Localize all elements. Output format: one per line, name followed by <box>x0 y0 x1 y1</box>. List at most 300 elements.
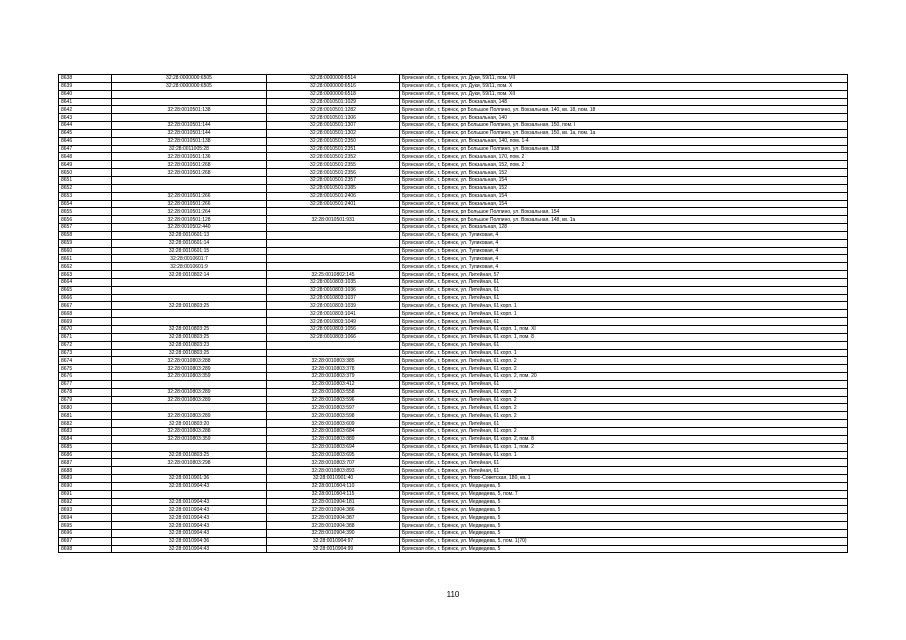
address-cell: Брянская обл., г. Брянск, ул. Медведева, 5 <box>400 529 848 537</box>
table-row <box>59 435 848 443</box>
table-row <box>59 231 848 239</box>
cadastral-number-cell: 32:28:0010803:889 <box>267 435 400 443</box>
table-row <box>59 161 848 169</box>
parent-cadastral-number-cell: 32:28:0010803:25 <box>112 349 267 357</box>
table-row <box>59 216 848 224</box>
parent-cadastral-number-cell: 32:28:0010803:289 <box>112 396 267 404</box>
parent-cadastral-number-cell: 32:28:0010803:289 <box>112 388 267 396</box>
parent-cadastral-number-cell: 32:28:0010904:43 <box>112 506 267 514</box>
parent-cadastral-number-cell: 32:28:0010803:289 <box>112 365 267 373</box>
row-number-cell: 8669 <box>59 318 112 326</box>
table-row <box>59 176 848 184</box>
cadastral-number-cell <box>267 255 400 263</box>
row-number-cell: 8694 <box>59 514 112 522</box>
table-row <box>59 278 848 286</box>
table-row <box>59 396 848 404</box>
address-cell: Брянская обл., г. Брянск, ул. Медведева, 5, пом. 7 <box>400 490 848 498</box>
row-number-cell: 8691 <box>59 490 112 498</box>
cadastral-number-cell: 32:28:0010803:1056 <box>267 326 400 334</box>
table-row <box>59 263 848 271</box>
address-cell: Брянская обл., г. Брянск, ул. Вокзальная, 154 <box>400 176 848 184</box>
cadastral-number-cell: 32:28:0010501:2357 <box>267 176 400 184</box>
row-number-cell: 8682 <box>59 420 112 428</box>
row-number-cell: 8673 <box>59 349 112 357</box>
parent-cadastral-number-cell: 32:28:0010601:9 <box>112 263 267 271</box>
cadastral-number-cell <box>267 263 400 271</box>
cadastral-number-cell: 32:28:0010803:609 <box>267 420 400 428</box>
cadastral-number-cell: 32:28:0010501:2406 <box>267 192 400 200</box>
parent-cadastral-number-cell: 32:28:0010501:136 <box>112 153 267 161</box>
address-cell: Брянская обл., г. Брянск, ул. Тупиковая, 4 <box>400 255 848 263</box>
parent-cadastral-number-cell <box>112 467 267 475</box>
cadastral-number-cell: 32:28:0010803:893 <box>267 467 400 475</box>
cadastral-number-cell: 32:28:0010803:707 <box>267 459 400 467</box>
cadastral-number-cell: 32:28:0010501:1282 <box>267 106 400 114</box>
row-number-cell: 8639 <box>59 82 112 90</box>
cadastral-number-cell <box>267 208 400 216</box>
row-number-cell: 8684 <box>59 435 112 443</box>
table-row <box>59 75 848 83</box>
table-row <box>59 129 848 137</box>
row-number-cell: 8660 <box>59 247 112 255</box>
cadastral-number-cell: 32:28:0010803:412 <box>267 380 400 388</box>
table-row <box>59 247 848 255</box>
parent-cadastral-number-cell: 32:28:0010904:43 <box>112 498 267 506</box>
row-number-cell: 8695 <box>59 522 112 530</box>
row-number-cell: 8649 <box>59 161 112 169</box>
address-cell: Брянская обл., г. Брянск, ул. Литейная, 61 корп. 1 <box>400 302 848 310</box>
cadastral-number-cell: 32:28:0010901:40 <box>267 475 400 483</box>
parent-cadastral-number-cell <box>112 184 267 192</box>
address-cell: Брянская обл., г. Брянск, ул. Литейная, 61 корп. 2, пом. 8 <box>400 435 848 443</box>
address-cell: Брянская обл., г. Брянск, ул. Вокзальная, 148 <box>400 98 848 106</box>
cadastral-number-cell: 32:28:0010501:2385 <box>267 184 400 192</box>
parent-cadastral-number-cell: 32:28:0010803:359 <box>112 373 267 381</box>
address-cell: Брянская обл., г. Брянск, ул. Вокзальная, 140 <box>400 114 848 122</box>
parent-cadastral-number-cell <box>112 114 267 122</box>
cadastral-number-cell: 32:28:0010501:2356 <box>267 169 400 177</box>
cadastral-number-cell: 32:28:0010904:386 <box>267 506 400 514</box>
table-row <box>59 482 848 490</box>
parent-cadastral-number-cell: 32:28:0010904:43 <box>112 482 267 490</box>
parent-cadastral-number-cell: 32:28:0010803:25 <box>112 302 267 310</box>
parent-cadastral-number-cell <box>112 176 267 184</box>
parent-cadastral-number-cell: 32:28:0000000:6505 <box>112 82 267 90</box>
table-row <box>59 427 848 435</box>
address-cell: Брянская обл., г. Брянск, ул. Литейная, 61 корп. 1, пом. 2 <box>400 443 848 451</box>
address-cell: Брянская обл., г. Брянск, ул. Литейная, 61 корп. 2 <box>400 357 848 365</box>
table-row <box>59 451 848 459</box>
row-number-cell: 8646 <box>59 137 112 145</box>
parent-cadastral-number-cell: 32:28:0010501:268 <box>112 161 267 169</box>
row-number-cell: 8650 <box>59 169 112 177</box>
table-row <box>59 420 848 428</box>
row-number-cell: 8690 <box>59 482 112 490</box>
table-row <box>59 522 848 530</box>
parent-cadastral-number-cell: 32:28:0010904:36 <box>112 537 267 545</box>
parent-cadastral-number-cell: 32:28:0010803:23 <box>112 341 267 349</box>
address-cell: Брянская обл., г. Брянск, рп Большое Полпино, ул. Вокзальная, 140, кв. 18, пом. 18 <box>400 106 848 114</box>
parent-cadastral-number-cell: 32:28:0010601:14 <box>112 239 267 247</box>
row-number-cell: 8672 <box>59 341 112 349</box>
table-row <box>59 545 848 553</box>
cadastral-number-cell: 32:28:0010803:558 <box>267 388 400 396</box>
address-cell: Брянская обл., г. Брянск, ул. Литейная, 61 корп. 2 <box>400 412 848 420</box>
table-row <box>59 184 848 192</box>
parent-cadastral-number-cell: 32:28:0010904:43 <box>112 529 267 537</box>
row-number-cell: 8683 <box>59 427 112 435</box>
table-row <box>59 373 848 381</box>
table-row <box>59 271 848 279</box>
address-cell: Брянская обл., г. Брянск, ул. Вокзальная, 154 <box>400 192 848 200</box>
parent-cadastral-number-cell: 32:28:0010803:288 <box>112 427 267 435</box>
cadastral-number-cell: 32:28:0010803:597 <box>267 404 400 412</box>
address-cell: Брянская обл., г. Брянск, рп Большое Полпино, ул. Вокзальная, 150, пом. I <box>400 122 848 130</box>
row-number-cell: 8693 <box>59 506 112 514</box>
row-number-cell: 8688 <box>59 467 112 475</box>
address-cell: Брянская обл., г. Брянск, ул. Вокзальная, 170, пом. 2 <box>400 153 848 161</box>
address-cell: Брянская обл., г. Брянск, ул. Литейная, 61 корп. 1 <box>400 451 848 459</box>
parent-cadastral-number-cell: 32:28:0010601:7 <box>112 255 267 263</box>
address-cell: Брянская обл., г. Брянск, ул. Литейная, 61 <box>400 341 848 349</box>
row-number-cell: 8698 <box>59 545 112 553</box>
row-number-cell: 8689 <box>59 475 112 483</box>
table-row <box>59 467 848 475</box>
address-cell: Брянская обл., г. Брянск, ул. Тупиковая, 4 <box>400 231 848 239</box>
parent-cadastral-number-cell: 32:28:0011005:28 <box>112 145 267 153</box>
address-cell: Брянская обл., г. Брянск, ул. Литейная, 61 корп. 1 <box>400 310 848 318</box>
row-number-cell: 8648 <box>59 153 112 161</box>
row-number-cell: 8681 <box>59 412 112 420</box>
table-row <box>59 98 848 106</box>
row-number-cell: 8647 <box>59 145 112 153</box>
row-number-cell: 8645 <box>59 129 112 137</box>
cadastral-number-cell: 32:28:0010501:2350 <box>267 137 400 145</box>
address-cell: Брянская обл., г. Брянск, ул. Тупиковая, 4 <box>400 239 848 247</box>
address-cell: Брянская обл., г. Брянск, ул. Литейная, 61 корп. 1, пом. 8 <box>400 333 848 341</box>
row-number-cell: 8674 <box>59 357 112 365</box>
parent-cadastral-number-cell: 32:28:0010601:13 <box>112 231 267 239</box>
address-cell: Брянская обл., г. Брянск, ул. Литейная, 61 корп. 2 <box>400 365 848 373</box>
property-register-table <box>58 74 848 553</box>
table-row <box>59 200 848 208</box>
cadastral-number-cell: 32:28:0010803:596 <box>267 396 400 404</box>
register-table-body <box>59 75 848 553</box>
table-row <box>59 145 848 153</box>
row-number-cell: 8676 <box>59 373 112 381</box>
parent-cadastral-number-cell <box>112 443 267 451</box>
cadastral-number-cell: 32:28:0010904:388 <box>267 522 400 530</box>
cadastral-number-cell <box>267 247 400 255</box>
table-row <box>59 122 848 130</box>
parent-cadastral-number-cell: 32:28:0010803:289 <box>112 412 267 420</box>
cadastral-number-cell: 32:28:0010803:694 <box>267 443 400 451</box>
address-cell: Брянская обл., г. Брянск, рп Большое Полпино, ул. Вокзальная, 148, кв. 1а <box>400 216 848 224</box>
table-row <box>59 169 848 177</box>
cadastral-number-cell: 32:28:0010803:598 <box>267 412 400 420</box>
parent-cadastral-number-cell: 32:28:0010803:359 <box>112 435 267 443</box>
row-number-cell: 8652 <box>59 184 112 192</box>
cadastral-number-cell: 32:28:0010501:1302 <box>267 129 400 137</box>
parent-cadastral-number-cell: 32:28:0010501:144 <box>112 129 267 137</box>
address-cell: Брянская обл., г. Брянск, рп Большое Полпино, ул. Вокзальная, 150, кв. 1а, пом. 1а <box>400 129 848 137</box>
row-number-cell: 8670 <box>59 326 112 334</box>
cadastral-number-cell: 32:28:0010501:1307 <box>267 122 400 130</box>
table-row <box>59 114 848 122</box>
row-number-cell: 8659 <box>59 239 112 247</box>
address-cell: Брянская обл., г. Брянск, ул. Медведева, 5 <box>400 482 848 490</box>
parent-cadastral-number-cell <box>112 380 267 388</box>
row-number-cell: 8663 <box>59 271 112 279</box>
cadastral-number-cell: 32:28:0010803:378 <box>267 365 400 373</box>
table-row <box>59 326 848 334</box>
address-cell: Брянская обл., г. Брянск, ул. Литейная, 61 корп. 2, пом. 20 <box>400 373 848 381</box>
parent-cadastral-number-cell <box>112 294 267 302</box>
cadastral-number-cell: 32:28:0010803:684 <box>267 427 400 435</box>
parent-cadastral-number-cell: 32:28:0010501:138 <box>112 137 267 145</box>
table-row <box>59 490 848 498</box>
table-row <box>59 514 848 522</box>
table-row <box>59 412 848 420</box>
row-number-cell: 8644 <box>59 122 112 130</box>
cadastral-number-cell: 32:28:0000000:6516 <box>267 82 400 90</box>
row-number-cell: 8668 <box>59 310 112 318</box>
address-cell: Брянская обл., г. Брянск, ул. Вокзальная, 154 <box>400 200 848 208</box>
cadastral-number-cell: 32:28:0010501:1306 <box>267 114 400 122</box>
address-cell: Брянская обл., г. Брянск, ул. Литейная, 61 корп. 2 <box>400 404 848 412</box>
cadastral-number-cell: 32:28:0010803:1035 <box>267 278 400 286</box>
table-row <box>59 388 848 396</box>
cadastral-number-cell: 32:28:0000000:6514 <box>267 75 400 83</box>
parent-cadastral-number-cell: 32:28:0010803:25 <box>112 333 267 341</box>
cadastral-number-cell: 32:28:0010904:387 <box>267 514 400 522</box>
table-row <box>59 380 848 388</box>
row-number-cell: 8641 <box>59 98 112 106</box>
table-row <box>59 192 848 200</box>
address-cell: Брянская обл., г. Брянск, ул. Литейная, 61 корп. 1 <box>400 349 848 357</box>
row-number-cell: 8643 <box>59 114 112 122</box>
row-number-cell: 8677 <box>59 380 112 388</box>
table-row <box>59 286 848 294</box>
row-number-cell: 8638 <box>59 75 112 83</box>
cadastral-number-cell: 32:28:0010803:695 <box>267 451 400 459</box>
row-number-cell: 8667 <box>59 302 112 310</box>
row-number-cell: 8675 <box>59 365 112 373</box>
cadastral-number-cell: 32:28:0010803:379 <box>267 373 400 381</box>
parent-cadastral-number-cell: 32:28:0000000:6505 <box>112 75 267 83</box>
cadastral-number-cell: 32:25:0010802:145 <box>267 271 400 279</box>
row-number-cell: 8642 <box>59 106 112 114</box>
row-number-cell: 8687 <box>59 459 112 467</box>
address-cell: Брянская обл., г. Брянск, ул. Литейная, 61 <box>400 318 848 326</box>
row-number-cell: 8655 <box>59 208 112 216</box>
parent-cadastral-number-cell: 32:28:0010803:298 <box>112 459 267 467</box>
address-cell: Брянская обл., г. Брянск, ул. Вокзальная, 140, пом. 1-4 <box>400 137 848 145</box>
cadastral-number-cell <box>267 224 400 232</box>
cadastral-number-cell: 32:28:0010904:115 <box>267 490 400 498</box>
row-number-cell: 8653 <box>59 192 112 200</box>
page-number: 110 <box>446 590 460 599</box>
table-row <box>59 255 848 263</box>
address-cell: Брянская обл., г. Брянск, ул. Литейная, 61 <box>400 380 848 388</box>
address-cell: Брянская обл., г. Брянск, ул. Дуки, 59/11, пом. VII <box>400 75 848 83</box>
row-number-cell: 8662 <box>59 263 112 271</box>
cadastral-number-cell: 32:28:0010501:2352 <box>267 153 400 161</box>
table-row <box>59 318 848 326</box>
parent-cadastral-number-cell: 32:28:0010501:138 <box>112 106 267 114</box>
row-number-cell: 8651 <box>59 176 112 184</box>
parent-cadastral-number-cell: 32:28:0010501:144 <box>112 122 267 130</box>
table-row <box>59 137 848 145</box>
cadastral-number-cell: 32:28:0010501:2351 <box>267 145 400 153</box>
parent-cadastral-number-cell: 32:28:0010501:264 <box>112 208 267 216</box>
address-cell: Брянская обл., г. Брянск, ул. Литейная, 61 корп. 2 <box>400 427 848 435</box>
address-cell: Брянская обл., г. Брянск, ул. Ново-Советская, 180, кв. 1 <box>400 475 848 483</box>
parent-cadastral-number-cell <box>112 490 267 498</box>
cadastral-number-cell: 32:28:0010904:181 <box>267 498 400 506</box>
row-number-cell: 8680 <box>59 404 112 412</box>
address-cell: Брянская обл., г. Брянск, ул. Вокзальная, 152 <box>400 184 848 192</box>
cadastral-number-cell <box>267 239 400 247</box>
cadastral-number-cell: 32:28:0010904:99 <box>267 545 400 553</box>
row-number-cell: 8666 <box>59 294 112 302</box>
row-number-cell: 8679 <box>59 396 112 404</box>
address-cell: Брянская обл., г. Брянск, ул. Литейная, 57 <box>400 271 848 279</box>
table-row <box>59 498 848 506</box>
row-number-cell: 8686 <box>59 451 112 459</box>
table-row <box>59 404 848 412</box>
parent-cadastral-number-cell: 32:28:0010501:268 <box>112 169 267 177</box>
address-cell: Брянская обл., г. Брянск, рп Большое Полпино, ул. Вокзальная, 138 <box>400 145 848 153</box>
address-cell: Брянская обл., г. Брянск, ул. Литейная, 61 <box>400 294 848 302</box>
parent-cadastral-number-cell: 32:28:0010501:266 <box>112 192 267 200</box>
cadastral-number-cell <box>267 349 400 357</box>
parent-cadastral-number-cell: 32:28:0010904:43 <box>112 514 267 522</box>
table-row <box>59 224 848 232</box>
address-cell: Брянская обл., г. Брянск, рп Большое Полпино, ул. Вокзальная, 154 <box>400 208 848 216</box>
parent-cadastral-number-cell: 32:28:0010803:25 <box>112 451 267 459</box>
address-cell: Брянская обл., г. Брянск, ул. Литейная, 61 <box>400 278 848 286</box>
row-number-cell: 8640 <box>59 90 112 98</box>
address-cell: Брянская обл., г. Брянск, ул. Литейная, 61 корп. 2 <box>400 396 848 404</box>
address-cell: Брянская обл., г. Брянск, ул. Тупиковая, 4 <box>400 263 848 271</box>
table-row <box>59 341 848 349</box>
address-cell: Брянская обл., г. Брянск, ул. Медведева, 5 <box>400 506 848 514</box>
parent-cadastral-number-cell: 32:28:0010904:43 <box>112 545 267 553</box>
cadastral-number-cell: 32:28:0010803:1036 <box>267 286 400 294</box>
parent-cadastral-number-cell: 32:28:0010501:128 <box>112 216 267 224</box>
parent-cadastral-number-cell <box>112 90 267 98</box>
address-cell: Брянская обл., г. Брянск, ул. Литейная, 61 <box>400 286 848 294</box>
cadastral-number-cell: 32:28:0010501:2355 <box>267 161 400 169</box>
table-row <box>59 333 848 341</box>
cadastral-number-cell: 32:28:0010803:1049 <box>267 318 400 326</box>
parent-cadastral-number-cell: 32:28:0010501:266 <box>112 200 267 208</box>
parent-cadastral-number-cell <box>112 278 267 286</box>
cadastral-number-cell: 32:28:0000000:6518 <box>267 90 400 98</box>
parent-cadastral-number-cell <box>112 318 267 326</box>
row-number-cell: 8657 <box>59 224 112 232</box>
table-row <box>59 349 848 357</box>
parent-cadastral-number-cell: 32:28:0010901:36 <box>112 475 267 483</box>
row-number-cell: 8685 <box>59 443 112 451</box>
parent-cadastral-number-cell: 32:28:0010803:25 <box>112 326 267 334</box>
table-row <box>59 506 848 514</box>
table-row <box>59 153 848 161</box>
address-cell: Брянская обл., г. Брянск, ул. Дуки, 59/11, пом. XII <box>400 90 848 98</box>
table-row <box>59 302 848 310</box>
table-row <box>59 443 848 451</box>
cadastral-number-cell <box>267 341 400 349</box>
cadastral-number-cell: 32:28:0010501:1029 <box>267 98 400 106</box>
row-number-cell: 8661 <box>59 255 112 263</box>
address-cell: Брянская обл., г. Брянск, ул. Медведева, 5 <box>400 514 848 522</box>
parent-cadastral-number-cell: 32:28:0010601:15 <box>112 247 267 255</box>
row-number-cell: 8658 <box>59 231 112 239</box>
table-row <box>59 106 848 114</box>
table-row <box>59 294 848 302</box>
table-row <box>59 475 848 483</box>
parent-cadastral-number-cell: 32:28:0010802:14 <box>112 271 267 279</box>
cadastral-number-cell: 32:28:0010803:1041 <box>267 310 400 318</box>
address-cell: Брянская обл., г. Брянск, ул. Медведева, 5 <box>400 545 848 553</box>
parent-cadastral-number-cell: 32:28:0010904:43 <box>112 522 267 530</box>
address-cell: Брянская обл., г. Брянск, ул. Литейная, 61 корп. 2 <box>400 388 848 396</box>
row-number-cell: 8665 <box>59 286 112 294</box>
row-number-cell: 8654 <box>59 200 112 208</box>
table-row <box>59 459 848 467</box>
table-row <box>59 90 848 98</box>
address-cell: Брянская обл., г. Брянск, ул. Дуки, 59/11, пом. X <box>400 82 848 90</box>
address-cell: Брянская обл., г. Брянск, ул. Литейная, 61 корп. 1, пом. XI <box>400 326 848 334</box>
table-row <box>59 365 848 373</box>
table-row <box>59 239 848 247</box>
address-cell: Брянская обл., г. Брянск, ул. Медведева, 5 <box>400 498 848 506</box>
row-number-cell: 8656 <box>59 216 112 224</box>
cadastral-number-cell: 32:28:0010904:110 <box>267 482 400 490</box>
row-number-cell: 8678 <box>59 388 112 396</box>
address-cell: Брянская обл., г. Брянск, ул. Вокзальная, 152, пом. 2 <box>400 161 848 169</box>
parent-cadastral-number-cell <box>112 286 267 294</box>
address-cell: Брянская обл., г. Брянск, ул. Медведева, 5 <box>400 522 848 530</box>
cadastral-number-cell: 32:28:0010803:1037 <box>267 294 400 302</box>
cadastral-number-cell: 32:28:0010803:1066 <box>267 333 400 341</box>
parent-cadastral-number-cell <box>112 98 267 106</box>
address-cell: Брянская обл., г. Брянск, ул. Вокзальная, 128 <box>400 224 848 232</box>
table-row <box>59 208 848 216</box>
parent-cadastral-number-cell: 32:28:0010502:440 <box>112 224 267 232</box>
address-cell: Брянская обл., г. Брянск, ул. Вокзальная, 152 <box>400 169 848 177</box>
row-number-cell: 8696 <box>59 529 112 537</box>
parent-cadastral-number-cell <box>112 404 267 412</box>
cadastral-number-cell: 32:28:0010803:385 <box>267 357 400 365</box>
table-row <box>59 529 848 537</box>
address-cell: Брянская обл., г. Брянск, ул. Литейная, 61 <box>400 467 848 475</box>
table-row <box>59 82 848 90</box>
row-number-cell: 8692 <box>59 498 112 506</box>
cadastral-number-cell: 32:28:0010501:931 <box>267 216 400 224</box>
cadastral-number-cell <box>267 231 400 239</box>
address-cell: Брянская обл., г. Брянск, ул. Медведева, 5, пом. 1(70) <box>400 537 848 545</box>
row-number-cell: 8664 <box>59 278 112 286</box>
cadastral-number-cell: 32:28:0010501:2401 <box>267 200 400 208</box>
parent-cadastral-number-cell: 32:28:0010803:20 <box>112 420 267 428</box>
row-number-cell: 8671 <box>59 333 112 341</box>
cadastral-number-cell: 32:28:0010803:1039 <box>267 302 400 310</box>
table-row <box>59 357 848 365</box>
address-cell: Брянская обл., г. Брянск, ул. Литейная, 61 <box>400 459 848 467</box>
parent-cadastral-number-cell <box>112 310 267 318</box>
